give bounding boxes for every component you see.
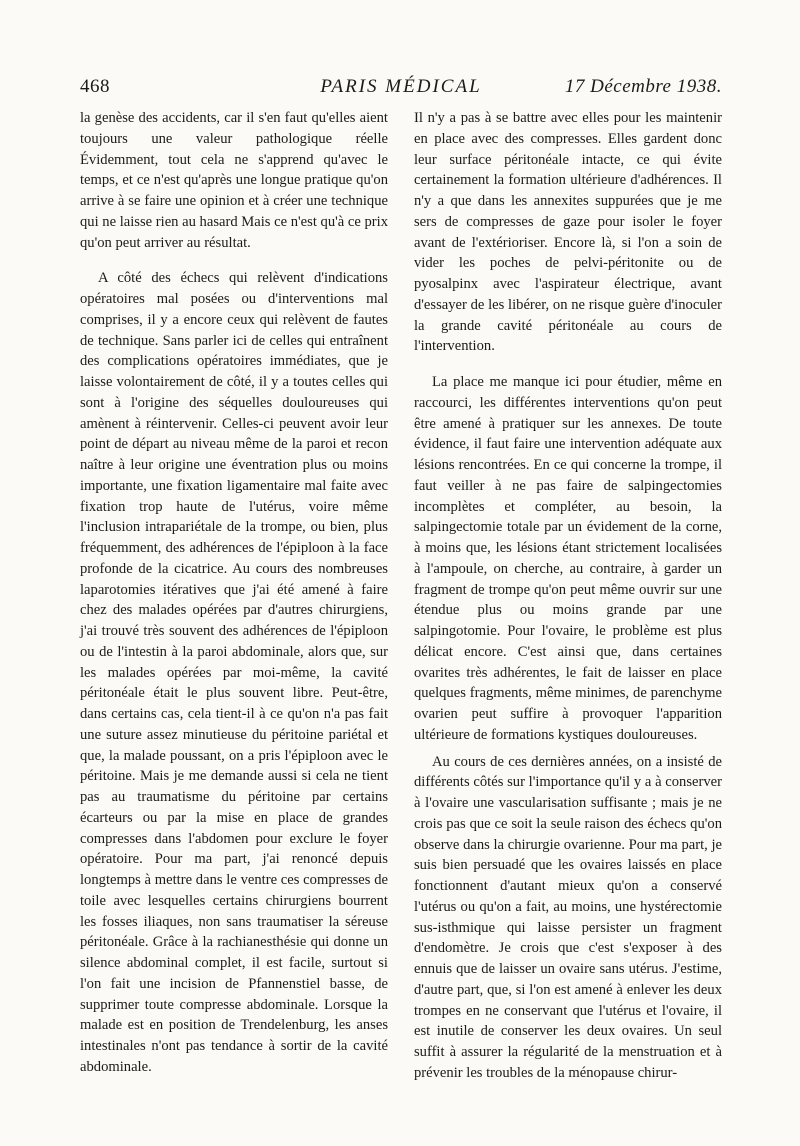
paragraph: la genèse des accidents, car il s'en faut qu'elles aient toujours une valeur pathologique réelle Évidemment, tout cela ne s'apprend qu'avec le temps, et ce n'est qu'après une longue pratique qu'on arrive à se faire une opinion et à créer une technique qui ne laisse rien au hasard Mais ce n'est qu'à ce prix qu'on peut arriver au résultat.	[80, 110, 388, 251]
paragraph: A côté des échecs qui relèvent d'indications opératoires mal posées ou d'interventions mal comprises, il y a encore ceux qui relèvent de fautes de technique. Sans parler ici de celles qui entraînent des complications opératoires immédiates, que je laisse volontairement de côté, il y a toutes celles qui sont à l'origine des séquelles douloureuses qui amènent à réintervenir. Celles-ci peuvent avoir leur point de départ au niveau même de la paroi et recon naître à leur origine une éventration plus ou moins importante, une fixation ligamentaire mal faite avec fixation trop haute de l'utérus, voire même l'inclusion intrapariétale de la trompe, ou bien, plus fréquemment, des adhérences de l'épiploon à la face profonde de la cicatrice. Au cours des nombreuses laparotomies itératives que j'ai été amené à faire chez des malades opérées par d'autres chirurgiens, j'ai trouvé très souvent des adhérences de l'épiploon ou de l'intestin à la paroi abdominale, alors que, sur les malades opérées par moi-même, la cavité péritonéale était le plus souvent libre. Peut-être, dans certains cas, cela tient-il à ce qu'on n'a pas fait une suture assez minutieuse du péritoine pariétal et que, la malade poussant, on a pris l'épiploon avec le péritoine. Mais je me demande aussi si cela ne tient pas au traumatisme du péritoine par certains écarteurs ou par la mise en place de grandes compresses dans l'abdomen pour exclure le foyer opératoire. Pour ma part, j'ai renoncé depuis longtemps à mettre dans le ventre ces compresses de toile avec lesquelles certains chirurgiens bourrent les fosses iliaques, non sans traumatiser la séreuse péritonéale. Grâce à la rachianesthésie qui donne un silence abdominal complet, il est facile, surtout si l'on fait une incision de Pfannenstiel basse, de supprimer toute compresse abdominale. Lorsque la malade est en position de Trendelenburg, les anses intestinales n'ont pas tendance à sortir de la cavité abdominale.	[80, 270, 388, 1075]
journal-title: PARIS MÉDICAL	[320, 76, 482, 97]
page-number: 468	[80, 76, 110, 97]
page-header	[80, 76, 722, 102]
left-column	[80, 108, 388, 1078]
issue-date: 17 Décembre 1938.	[564, 76, 722, 97]
paragraph: Au cours de ces dernières années, on a insisté de différents côtés sur l'importance qu'il y a à conserver à l'ovaire une vascularisation suffisante ; mais je ne crois pas que ce soit la seule raison des échecs qu'on observe dans la chirurgie ovarienne. Pour ma part, je suis bien persuadé que les ovaires laissés en place fonctionnent d'autant mieux qu'on a conservé l'utérus ou qu'on a fait, au moins, une hystérectomie sus-isthmique qui laisse persister un fragment d'endomètre. Je crois que c'est s'exposer à des ennuis que de laisser un ovaire sans utérus. J'estime, d'autre part, que, si l'on est amené à enlever les deux trompes en ne conservant que l'utérus et l'ovaire, il est inutile de conserver les deux ovaires. Un seul suffit à assurer la régularité de la menstruation et à prévenir les troubles de la ménopause chirur-	[414, 753, 722, 1081]
paragraph: Il n'y a pas à se battre avec elles pour les maintenir en place avec des compresses. Elles gardent donc leur surface péritonéale intacte, ce qui évite certainement la formation ultérieure d'adhérences. Il n'y a que dans les annexites suppurées que je me sers de compresses de gaze pour isoler le foyer avant de l'extérioriser. Encore là, si l'on a soin de vider les poches de pelvi-péritonite ou de pyosalpinx avec l'aspirateur électrique, avant d'essayer de les libérer, on ne risque guère d'inoculer la grande cavité péritonéale au cours de l'intervention.	[414, 110, 722, 355]
right-column	[414, 108, 722, 1084]
paragraph: La place me manque ici pour étudier, même en raccourci, les différentes interventions qu'on peut être amené à pratiquer sur les annexes. De toute évidence, il faut faire une intervention adéquate aux lésions rencontrées. En ce qui concerne la trompe, il faut veiller à ne pas faire de salpingectomies incomplètes et compléter, au besoin, la salpingectomie totale par un évidement de la corne, à moins que, les lésions étant strictement localisées à l'ampoule, on cherche, au contraire, à garder un fragment de trompe qu'on peut même ouvrir sur une étendue plus ou moins grande par une salpingotomie. Pour l'ovaire, le problème est plus délicat encore. C'est ainsi que, dans certaines ovarites très adhérentes, le fait de laisser en place quelques fragments, même minimes, de parenchyme ovarien peut suffire à provoquer l'apparition ultérieure de formations kystiques douloureuses.	[414, 374, 722, 743]
